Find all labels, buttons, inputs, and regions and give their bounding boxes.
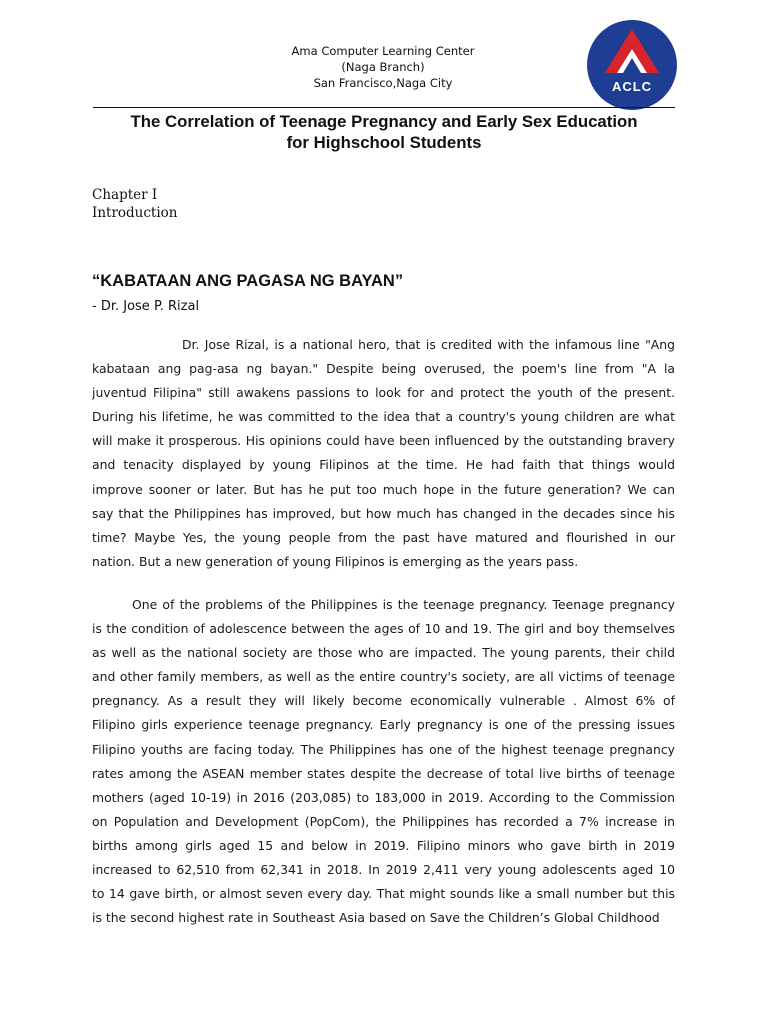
paragraph-line: to 14 gave birth, or almost seven every day. That might sounds like a small number but this xyxy=(92,886,675,902)
paragraph-line: is the condition of adolescence between the ages of 10 and 19. The girl and boy themselves xyxy=(92,621,675,637)
title-line-2: for Highschool Students xyxy=(286,133,482,152)
title-line-1: The Correlation of Teenage Pregnancy and Early Sex Education xyxy=(130,112,638,131)
paragraph-line: improve sooner or later. But has he put too much hope in the future generation? We can xyxy=(92,481,675,497)
paragraph-line: on Population and Development (PopCom), the Philippines has recorded a 7% increase in xyxy=(92,813,675,829)
paragraph-line: say that the Philippines has improved, but how much has changed in the decades since his xyxy=(92,505,675,521)
paragraph-line: Dr. Jose Rizal, is a national hero, that is credited with the infamous line "Ang xyxy=(182,337,675,352)
paragraph-line: time? Maybe Yes, the young people from the past have matured and flourished in our xyxy=(92,529,675,545)
epigraph-quote: “KABATAAN ANG PAGASA NG BAYAN” xyxy=(92,272,404,290)
logo-text: ACLC xyxy=(611,79,653,94)
institution-name: Ama Computer Learning Center xyxy=(291,44,475,58)
paragraph-line: will make it prosperous. His opinions could have been influenced by the outstanding bravery xyxy=(92,433,675,449)
paragraph-line: mothers (aged 10-19) in 2016 (203,085) to 183,000 in 2019. According to the Commission xyxy=(92,789,675,805)
chapter-name: Introduction xyxy=(92,205,178,221)
letterhead xyxy=(230,43,536,91)
paragraph-line: rates among the ASEAN member states despite the decrease of total live births of teenage xyxy=(92,765,675,781)
paragraph-line: as well as the national society are those who are impacted. The young parents, their child xyxy=(92,645,675,661)
paragraph-1 xyxy=(92,333,675,574)
paragraph-line: Filipino girls experience teenage pregnancy. Early pregnancy is one of the pressing issues xyxy=(92,717,675,733)
paragraph-line: One of the problems of the Philippines is the teenage pregnancy. Teenage pregnancy xyxy=(132,597,675,612)
paragraph-line: increased to 62,510 from 62,341 in 2018. In 2019 2,411 very young adolescents aged 10 xyxy=(92,862,675,878)
paragraph-line: is the second highest rate in Southeast Asia based on Save the Children’s Global Childhood xyxy=(92,910,660,926)
chapter-heading xyxy=(92,186,178,222)
paragraph-line: During his lifetime, he was committed to the idea that a country's young children are what xyxy=(92,409,675,425)
paragraph-line: births among girls aged 15 and below in 2019. Filipino minors who gave birth in 2019 xyxy=(92,837,675,853)
document-title xyxy=(60,111,708,153)
paragraph-line: kabataan ang pag-asa ng bayan." Despite being overused, the poem's line from "A la xyxy=(92,361,675,377)
paragraph-2 xyxy=(92,593,675,930)
paragraph-line: juventud Filipina" still awakens passions to look for and protect the youth of the present. xyxy=(92,385,675,401)
paragraph-line: pregnancy. As a result they will likely become economically vulnerable . Almost 6% of xyxy=(92,693,675,709)
aclc-logo xyxy=(585,18,679,112)
paragraph-line: and tenacity displayed by young Filipinos at the time. He had faith that things would xyxy=(92,457,675,473)
epigraph-attribution: - Dr. Jose P. Rizal xyxy=(92,299,200,314)
paragraph-line: nation. But a new generation of young Filipinos is emerging as the years pass. xyxy=(92,553,579,569)
chapter-number: Chapter I xyxy=(92,187,158,203)
institution-address: San Francisco,Naga City xyxy=(313,76,453,90)
branch-name: (Naga Branch) xyxy=(341,60,425,74)
paragraph-line: Filipino youths are facing today. The Philippines has one of the highest teenage pregnancy xyxy=(92,741,675,757)
paragraph-line: and other family members, as well as the entire country's society, are all victims of teenage xyxy=(92,669,675,685)
header-divider xyxy=(93,107,675,108)
